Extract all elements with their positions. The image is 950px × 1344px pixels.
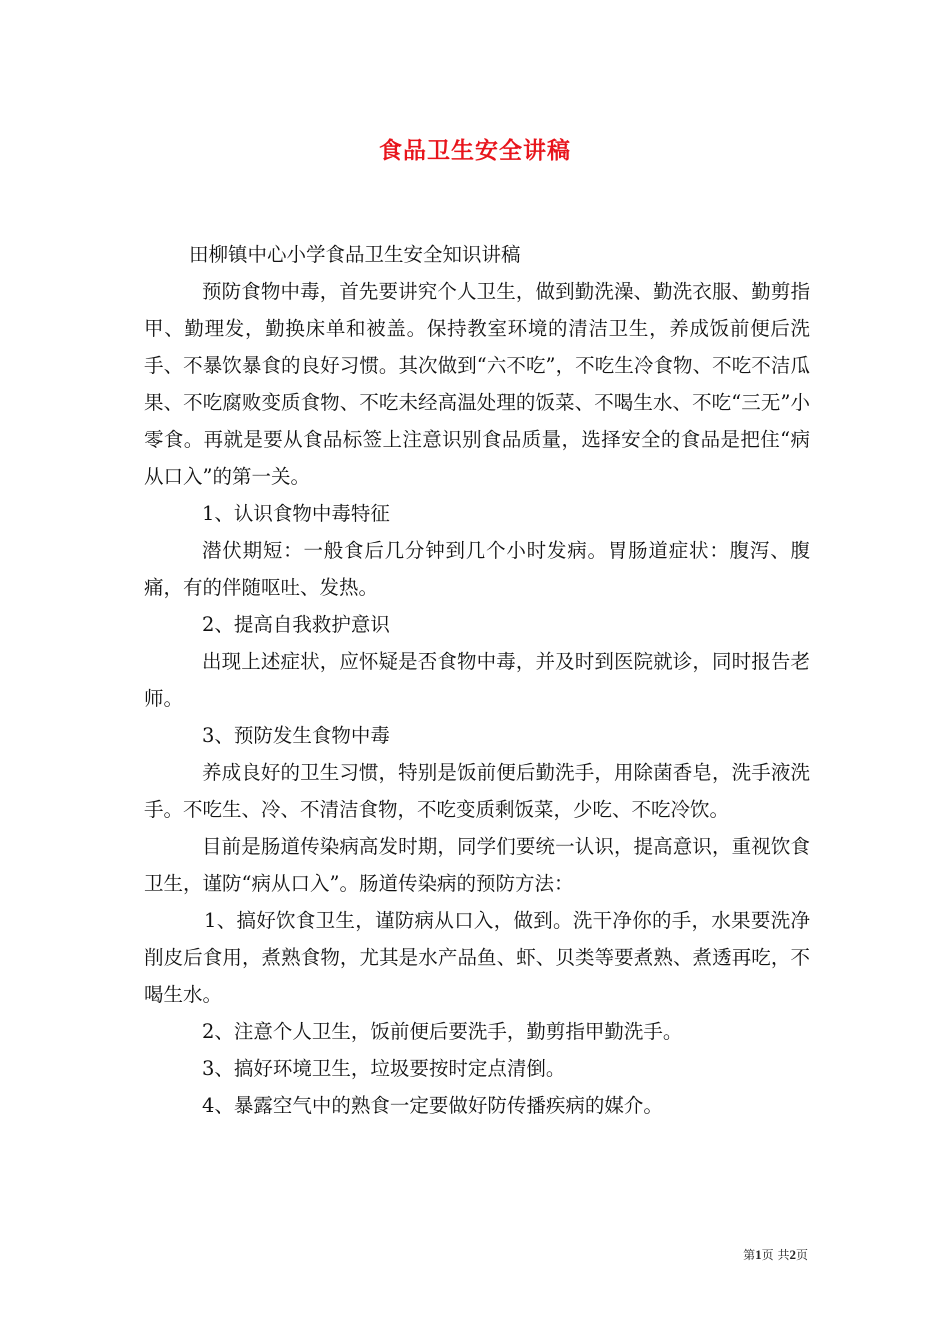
document-title: 食品卫生安全讲稿 [379, 137, 571, 164]
paragraph-self-rescue: 出现上述症状，应怀疑是否食物中毒，并及时到医院就诊，同时报告老师。 [144, 650, 810, 710]
paragraph-symptoms: 潜伏期短：一般食后几分钟到几个小时发病。胃肠道症状：腹泻、腹痛，有的伴随呕吐、发热。 [144, 539, 810, 599]
paragraph-intestinal-disease: 目前是肠道传染病高发时期，同学们要统一认识，提高意识，重视饮食卫生，谨防“病从口入”。肠道传染病的预防方法： [144, 835, 810, 895]
document-subtitle: 田柳镇中心小学食品卫生安全知识讲稿 [189, 243, 521, 266]
heading-1: 1、认识食物中毒特征 [202, 502, 390, 525]
total-pages-number: 2 [789, 1247, 796, 1262]
page-footer [743, 1246, 808, 1263]
footer-suffix: 页 [795, 1248, 808, 1262]
list-item-1: 1、搞好饮食卫生，谨防病从口入，做到。洗干净你的手，水果要洗净削皮后食用，煮熟食物，尤其是水产品鱼、虾、贝类等要煮熟、煮透再吃，不喝生水。 [144, 909, 810, 1006]
document-body [144, 236, 810, 1124]
footer-middle: 页 共 [761, 1248, 790, 1262]
paragraph-hygiene-habits: 养成良好的卫生习惯，特别是饭前便后勤洗手，用除菌香皂，洗手液洗手。不吃生、冷、不清洁食物，不吃变质剩饭菜，少吃、不吃冷饮。 [144, 761, 810, 821]
list-item-3: 3、搞好环境卫生，垃圾要按时定点清倒。 [202, 1057, 566, 1080]
heading-3: 3、预防发生食物中毒 [202, 724, 390, 747]
paragraph-intro: 预防食物中毒，首先要讲究个人卫生，做到勤洗澡、勤洗衣服、勤剪指甲、勤理发，勤换床单和被盖。保持教室环境的清洁卫生，养成饭前便后洗手、不暴饮暴食的良好习惯。其次做到“六不吃”，不吃生冷食物、不吃不洁瓜果、不吃腐败变质食物、不吃未经高温处理的饭菜、不喝生水、不吃“三无”小零食。再就是要从食品标签上注意识别食品质量，选择安全的食品是把住“病从口入”的第一关。 [144, 280, 810, 488]
list-item-4: 4、暴露空气中的熟食一定要做好防传播疾病的媒介。 [202, 1094, 663, 1117]
current-page-number: 1 [755, 1247, 762, 1262]
footer-prefix: 第 [743, 1248, 756, 1262]
list-item-2: 2、注意个人卫生，饭前便后要洗手，勤剪指甲勤洗手。 [202, 1020, 683, 1043]
heading-2: 2、提高自我救护意识 [202, 613, 390, 636]
